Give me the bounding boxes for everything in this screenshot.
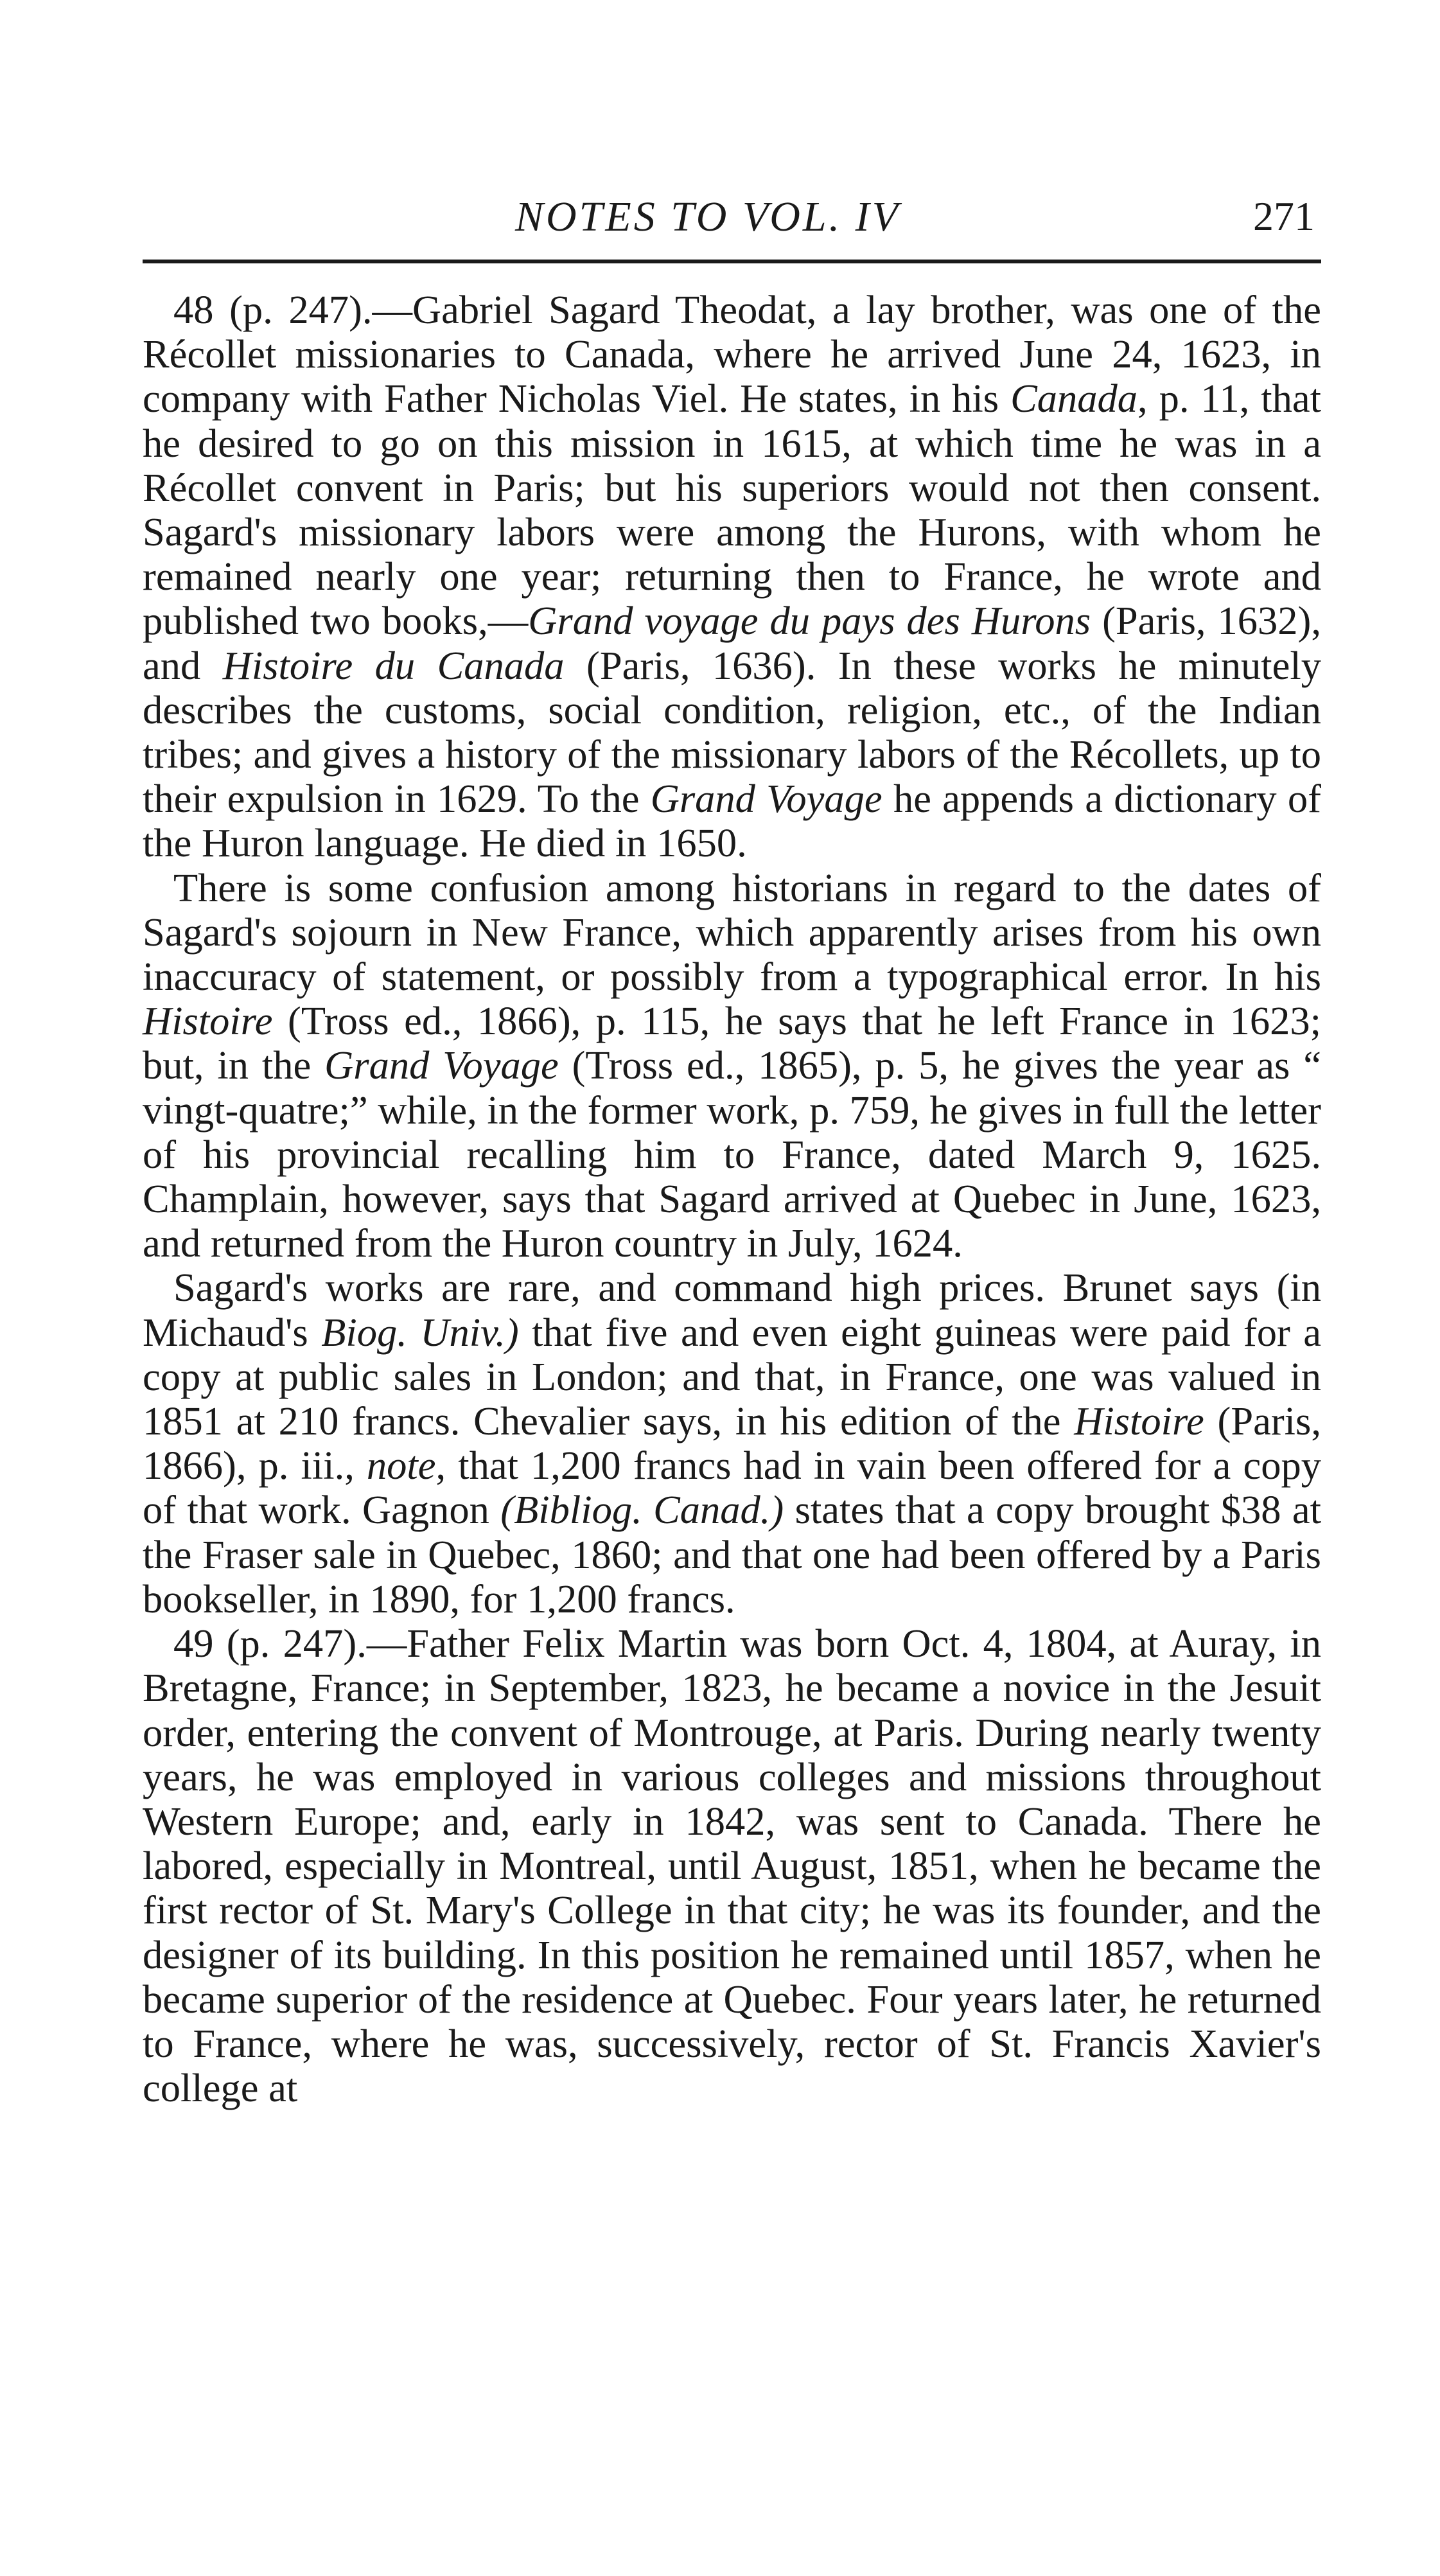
- text-segment: that five and even eight guineas were paid for a copy at public sales in London; and that, in France, one was valued in 1851 at 210 francs. Chevalier says, in his edition of the: [143, 1309, 1321, 1444]
- italic-title: Grand voyage du pays des Hurons: [528, 598, 1091, 644]
- text-segment: , p. 11, that he desired to go on this mission in 1615, at which time he was in a Récollet convent in Paris; but his superiors would not then consent. Sagard's missionary labors were among the Hurons, with whom he remained nearly one year; returning then to France, he wrote and published two books,—: [143, 376, 1321, 644]
- text-segment: (Tross ed., 1865), p. 5, he gives the year as “ vingt-quatre;” while, in the former work, p. 759, he gives in full the letter of his provincial recalling him to France, dated March 9, 1625. Champlain, however, says that Sagard arrived at Quebec in June, 1623, and returned from the Huron country in July, 1624.: [143, 1043, 1321, 1266]
- text-segment: 49 (p. 247).—Father Felix Martin was born Oct. 4, 1804, at Auray, in Bretagne, France; in September, 1823, he became a novice in the Jesuit order, entering the convent of Montrouge, at Paris. During nearly twenty years, he was employed in various colleges and missions throughout Western Europe; and, early in 1842, was sent to Canada. There he labored, especially in Montreal, until August, 1851, when he became the first rector of St. Mary's College in that city; he was its founder, and the designer of its building. In this position he remained until 1857, when he became superior of the residence at Quebec. Four years later, he returned to France, where he was, successively, rector of St. Francis Xavier's college at: [143, 1621, 1321, 2111]
- page-header: [143, 193, 1321, 257]
- italic-title: Canada: [1010, 376, 1138, 421]
- text-segment: There is some confusion among historians in regard to the dates of Sagard's sojourn in New France, which apparently arises from his own inaccuracy of statement, or possibly from a typographical error. In his: [143, 865, 1321, 1000]
- text-segment: (Tross ed., 1866), p. 115, he says that he left France in 1623; but, in the: [143, 998, 1321, 1088]
- header-rule: [143, 260, 1321, 263]
- text-segment: Sagard's works are rare, and command high prices. Brunet says (in Michaud's: [143, 1265, 1321, 1355]
- running-head: NOTES TO VOL. IV: [515, 193, 900, 240]
- page-number: 271: [1253, 193, 1315, 239]
- text-segment: , that 1,200 francs had in vain been offered for a copy of that work. Gagnon: [143, 1443, 1321, 1533]
- italic-title: Grand Voyage: [650, 776, 882, 822]
- italic-title: Grand Voyage: [324, 1043, 559, 1088]
- note-49-paragraph: [143, 1621, 1321, 2110]
- italic-title: Biog. Univ.): [321, 1309, 519, 1355]
- italic-title: Histoire du Canada: [222, 642, 565, 688]
- confusion-paragraph: [143, 866, 1321, 1266]
- italic-title: note: [366, 1443, 436, 1488]
- note-48-paragraph: [143, 288, 1321, 866]
- notes-body: [143, 288, 1321, 2110]
- italic-title: Histoire: [143, 998, 273, 1044]
- text-segment: (Paris, 1632), and: [143, 598, 1321, 688]
- works-paragraph: [143, 1266, 1321, 1621]
- text-segment: 48 (p. 247).—Gabriel Sagard Theodat, a lay brother, was one of the Récollet missionaries to Canada, where he arrived June 24, 1623, in company with Father Nicholas Viel. He states, in his: [143, 287, 1321, 421]
- text-segment: states that a copy brought $38 at the Fraser sale in Quebec, 1860; and that one had been offered by a Paris bookseller, in 1890, for 1,200 francs.: [143, 1487, 1321, 1621]
- text-segment: (Paris, 1866), p. iii.,: [143, 1398, 1321, 1488]
- italic-title: (Bibliog. Canad.): [500, 1487, 784, 1533]
- text-segment: he appends a dictionary of the Huron language. He died in 1650.: [143, 776, 1321, 866]
- italic-title: Histoire: [1074, 1398, 1204, 1444]
- text-segment: (Paris, 1636). In these works he minutely describes the customs, social condition, religion, etc., of the Indian tribes; and gives a history of the missionary labors of the Récollets, up to their expulsion in 1629. To the: [143, 642, 1321, 822]
